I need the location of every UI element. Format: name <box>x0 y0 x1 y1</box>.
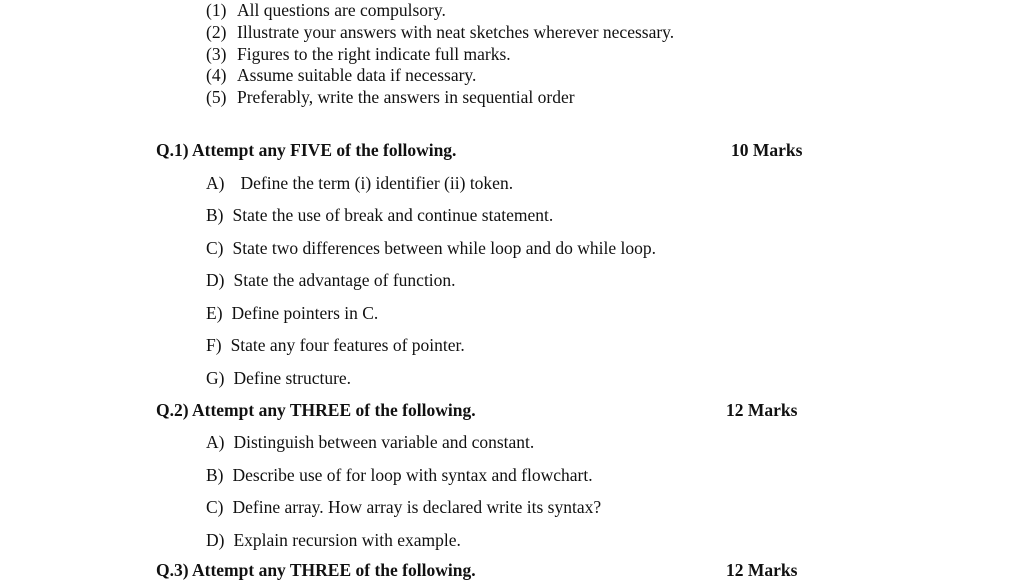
question-item <box>206 532 461 550</box>
question-item <box>206 337 465 355</box>
item-text: State the use of break and continue statement. <box>232 205 554 225</box>
question-2-marks: 12 Marks <box>726 400 798 420</box>
question-item <box>206 272 456 290</box>
question-3-heading <box>156 562 476 580</box>
instruction-text: All questions are compulsory. <box>237 0 446 20</box>
instruction-number: (2) <box>206 22 227 42</box>
instruction-text: Assume suitable data if necessary. <box>237 65 477 85</box>
item-text: State two differences between while loop and do while loop. <box>232 238 656 258</box>
item-text: State the advantage of function. <box>233 270 456 290</box>
question-item <box>206 175 513 193</box>
question-item <box>206 499 601 517</box>
question-item <box>206 370 351 388</box>
question-item <box>206 305 378 323</box>
question-number: Q.3) <box>156 560 189 580</box>
question-2-heading <box>156 402 476 420</box>
question-item <box>206 240 656 258</box>
question-title: Attempt any THREE of the following. <box>192 400 476 420</box>
item-label: B) <box>206 205 224 225</box>
instruction-number: (1) <box>206 0 227 20</box>
instruction-number: (5) <box>206 87 227 107</box>
instruction-item <box>206 2 446 20</box>
item-label: C) <box>206 497 224 517</box>
question-item <box>206 467 593 485</box>
item-label: D) <box>206 530 225 550</box>
item-text: Define pointers in C. <box>231 303 379 323</box>
question-item <box>206 207 553 225</box>
instruction-item <box>206 46 511 64</box>
instruction-item <box>206 67 476 85</box>
item-text: Define array. How array is declared write its syntax? <box>232 497 602 517</box>
question-1-marks: 10 Marks <box>731 140 803 160</box>
item-text: Distinguish between variable and constant. <box>233 432 535 452</box>
item-text: Define the term (i) identifier (ii) token. <box>240 173 514 193</box>
instruction-text: Preferably, write the answers in sequential order <box>237 87 575 107</box>
item-label: C) <box>206 238 224 258</box>
instruction-number: (3) <box>206 44 227 64</box>
question-number: Q.1) <box>156 140 189 160</box>
instruction-text: Illustrate your answers with neat sketches wherever necessary. <box>237 22 675 42</box>
item-label: A) <box>206 432 225 452</box>
item-label: D) <box>206 270 225 290</box>
item-label: G) <box>206 368 225 388</box>
item-label: B) <box>206 465 224 485</box>
question-number: Q.2) <box>156 400 189 420</box>
question-1-heading <box>156 142 456 160</box>
item-text: Explain recursion with example. <box>233 530 461 550</box>
question-3-marks: 12 Marks <box>726 560 798 580</box>
instruction-item <box>206 89 575 107</box>
item-label: E) <box>206 303 223 323</box>
item-text: Define structure. <box>233 368 352 388</box>
question-title: Attempt any FIVE of the following. <box>192 140 457 160</box>
question-title: Attempt any THREE of the following. <box>192 560 476 580</box>
item-label: A) <box>206 173 225 193</box>
instruction-text: Figures to the right indicate full marks. <box>237 44 511 64</box>
item-label: F) <box>206 335 222 355</box>
item-text: State any four features of pointer. <box>230 335 465 355</box>
question-item <box>206 434 534 452</box>
instruction-number: (4) <box>206 65 227 85</box>
item-text: Describe use of for loop with syntax and flowchart. <box>232 465 593 485</box>
instruction-item <box>206 24 674 42</box>
